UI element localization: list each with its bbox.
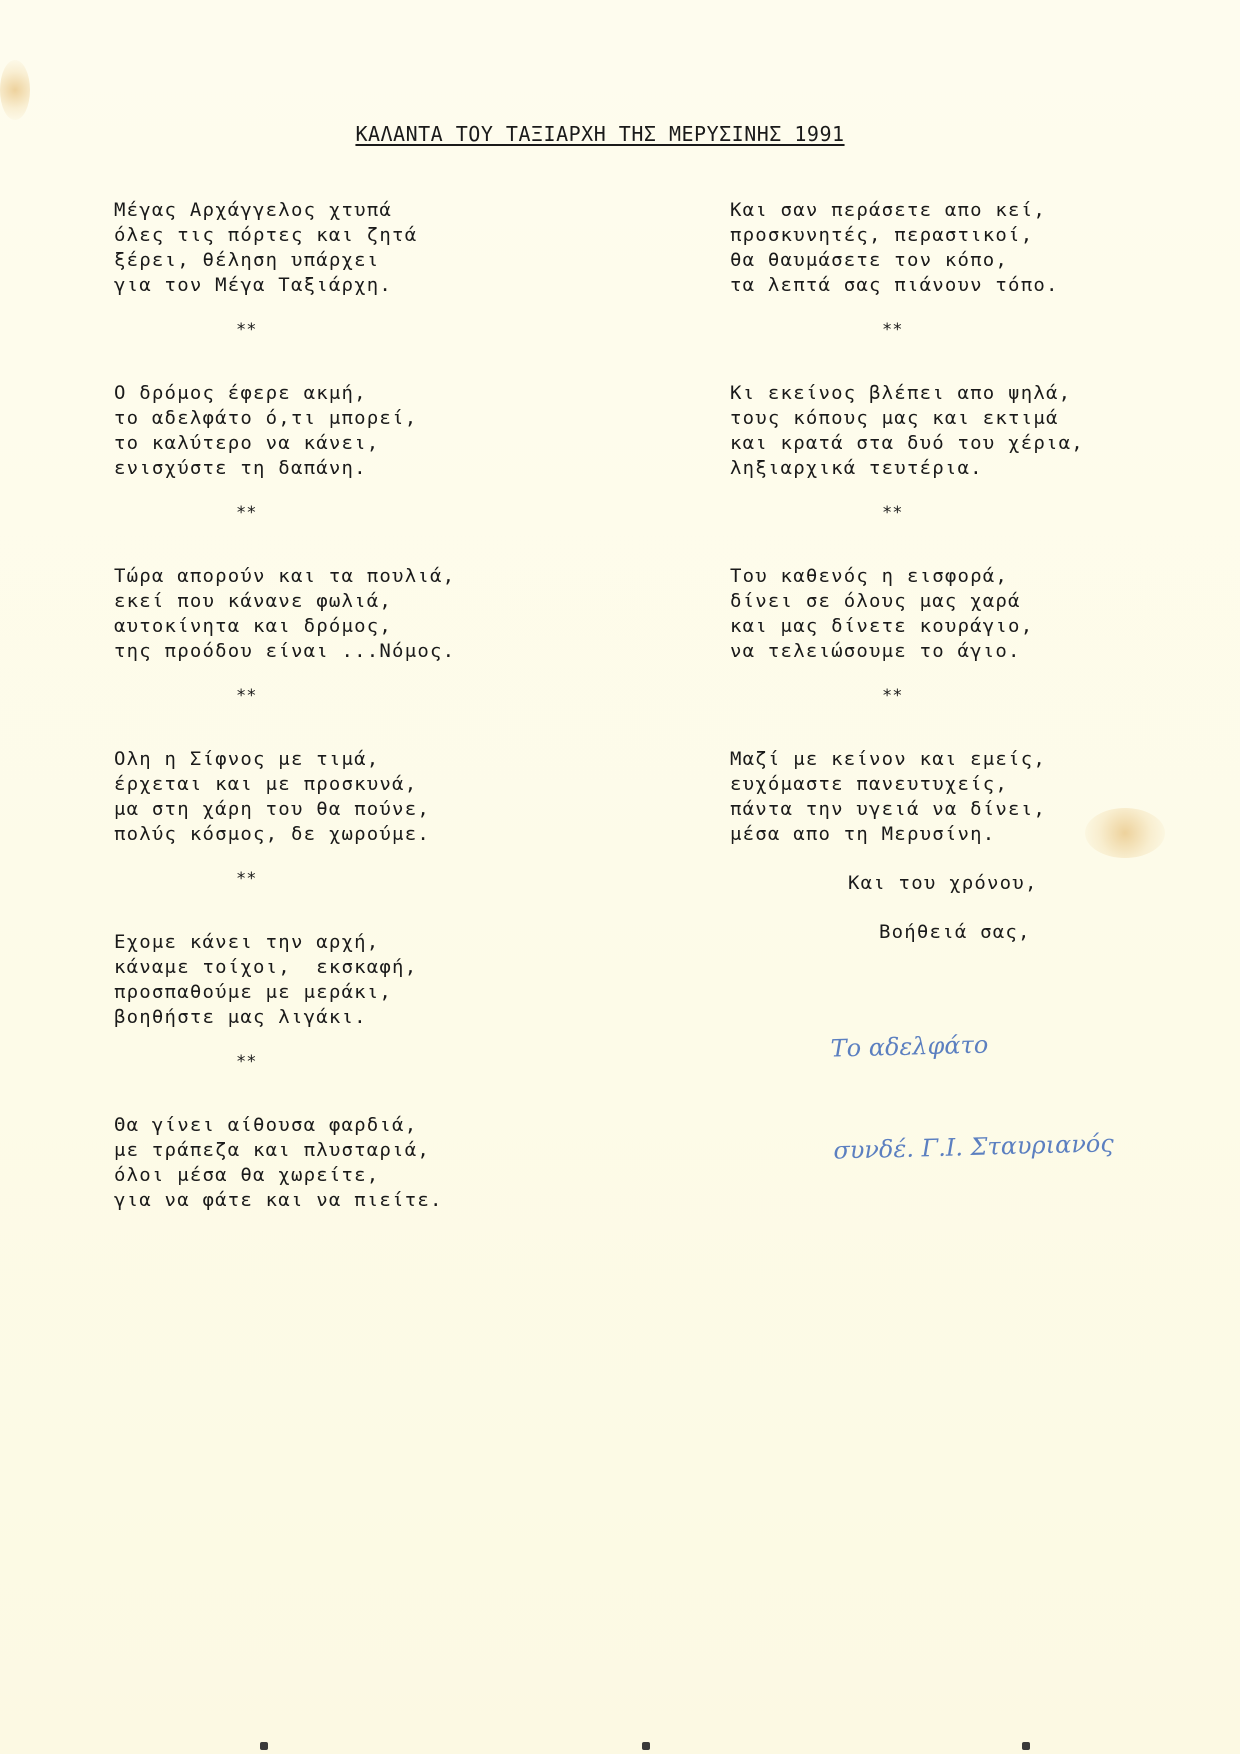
stanza: Του καθενός η εισφορά, δίνει σε όλους μας χαρά και μας δίνετε κουράγιο, να τελειώσουμε το άγιο. <box>730 565 1034 662</box>
scan-mark <box>642 1742 650 1750</box>
stanza: Εχομε κάνει την αρχή, κάναμε τοίχοι, εκσκαφή, προσπαθούμε με μεράκι, βοηθήστε μας λιγάκι. <box>114 931 418 1028</box>
stanza: Ολη η Σίφνος με τιμά, έρχεται και με προσκυνά, μα στη χάρη του θα πούνε, πολύς κόσμος, δε χωρούμε. <box>114 748 430 845</box>
page-title: ΚΑΛΑΝΤΑ ΤΟΥ ΤΑΞΙΑΡΧΗ ΤΗΣ ΜΕΡΥΣΙΝΗΣ 1991 <box>355 122 845 146</box>
stanza-separator: ** <box>236 869 257 889</box>
stanza: Τώρα απορούν και τα πουλιά, εκεί που κάνανε φωλιά, αυτοκίνητα και δρόμος, της προόδου είναι ...Νόμος. <box>114 565 456 662</box>
stanza: Μέγας Αρχάγγελος χτυπά όλες τις πόρτες και ζητά ξέρει, θέληση υπάρχει για τον Μέγα Ταξιάρχη. <box>114 199 418 296</box>
stanza: Κι εκείνος βλέπει απο ψηλά, τους κόπους μας και εκτιμά και κρατά στα δυό του χέρια, ληξιαρχικά τευτέρια. <box>730 382 1084 479</box>
stanza-separator: ** <box>236 686 257 706</box>
scan-mark <box>260 1742 268 1750</box>
signature-line: Το αδελφάτο <box>830 1030 989 1063</box>
stanza-separator: ** <box>236 320 257 340</box>
closing-line: Και του χρόνου, <box>848 872 1038 894</box>
stanza-separator: ** <box>236 503 257 523</box>
stanza: Ο δρόμος έφερε ακμή, το αδελφάτο ό,τι μπορεί, το καλύτερο να κάνει, ενισχύστε τη δαπάνη. <box>114 382 418 479</box>
closing-line: Βοήθειά σας, <box>879 921 1031 943</box>
stanza: Θα γίνει αίθουσα φαρδιά, με τράπεζα και πλυσταριά, όλοι μέσα θα χωρείτε, για να φάτε και να πιείτε. <box>114 1114 443 1211</box>
stanza-separator: ** <box>882 686 903 706</box>
stain-mark <box>0 60 30 120</box>
stanza-separator: ** <box>882 320 903 340</box>
left-column <box>114 198 584 1213</box>
stanza-separator: ** <box>236 1052 257 1072</box>
scan-mark <box>1022 1742 1030 1750</box>
right-column <box>730 198 1210 847</box>
handwritten-signature <box>828 956 1115 1235</box>
stanza: Μαζί με κείνον και εμείς, ευχόμαστε πανευτυχείς, πάντα την υγειά να δίνει, μέσα απο τη Μερυσίνη. <box>730 748 1046 845</box>
stanza: Και σαν περάσετε απο κεί, προσκυνητές, περαστικοί, θα θαυμάσετε τον κόπο, τα λεπτά σας πιάνουν τόπο. <box>730 199 1059 296</box>
stanza-separator: ** <box>882 503 903 523</box>
signature-line: συνδέ. Γ.Ι. Σταυριανός <box>833 1129 1115 1165</box>
